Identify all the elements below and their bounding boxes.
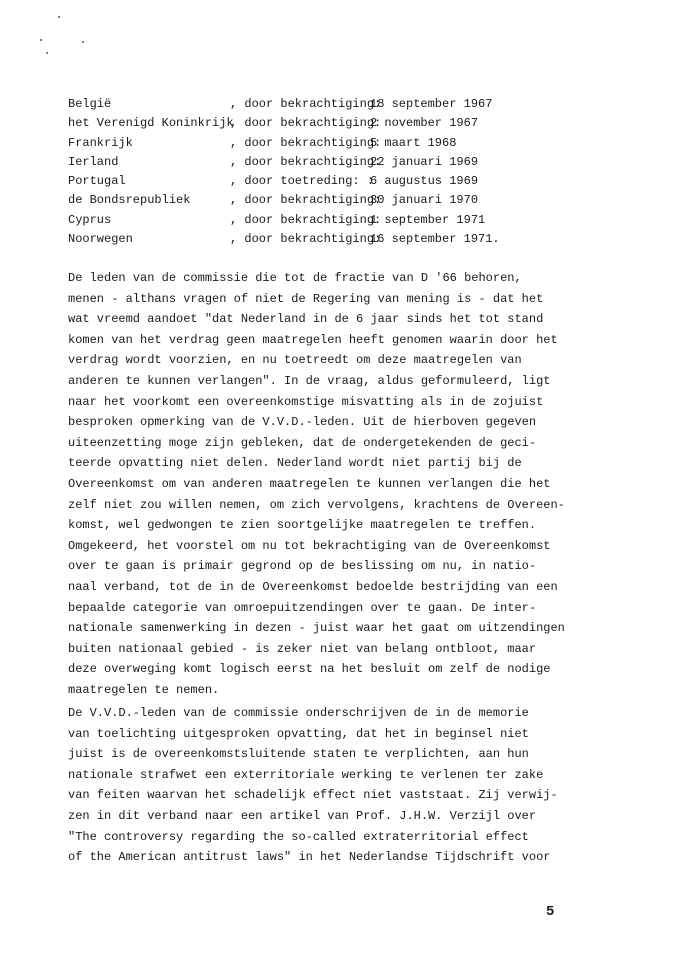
text-line: Omgekeerd, het voorstel om nu tot bekrachtiging van de Overeenkomst	[68, 538, 551, 553]
ratification-date: 6 augustus 1969	[370, 174, 479, 189]
text-line: van feiten waarvan het schadelijk effect niet vaststaat. Zij verwij-	[68, 788, 558, 803]
text-line: nationale samenwerking in dezen - juist waar het gaat om uitzendingen	[68, 621, 565, 636]
text-line: bepaalde categorie van omroepuitzendingen over te gaan. De inter-	[68, 600, 537, 615]
text-line: De leden van de commissie die tot de fractie van D '66 behoren,	[68, 271, 522, 285]
text-line: anderen te kunnen verlangen". In de vraag, aldus geformuleerd, ligt	[68, 373, 551, 388]
ratification-row	[68, 134, 500, 153]
ratification-row	[68, 211, 500, 230]
text-line: deze overweging komt logisch eerst na het besluit om zelf de nodige	[68, 662, 551, 677]
country-name: Ierland	[68, 154, 119, 169]
text-line: maatregelen te nemen.	[68, 682, 220, 697]
ratification-date: 30 januari 1970	[370, 193, 479, 208]
ratification-date: 22 januari 1969	[370, 154, 479, 169]
text-line: nationale strafwet een exterritoriale werking te verlenen ter zake	[68, 767, 544, 782]
scan-speck	[82, 41, 84, 43]
text-line: Overeenkomst om van anderen maatregelen te kunnen verlangen die het	[68, 476, 551, 491]
ratification-date: 2 november 1967	[370, 116, 479, 131]
scan-speck	[40, 39, 42, 41]
ratification-row	[68, 230, 500, 249]
country-name: Frankrijk	[68, 135, 133, 150]
text-line: naal verband, tot de in de Overeenkomst bedoelde bestrijding van een	[68, 579, 558, 594]
ratification-method: , door toetreding: :	[230, 174, 375, 189]
text-line: teerde opvatting niet delen. Nederland wordt niet partij bij de	[68, 456, 522, 471]
scan-speck	[46, 52, 48, 54]
text-line: buiten nationaal gebied - is zeker niet van belang ontbloot, maar	[68, 641, 537, 656]
text-line: komst, wel gedwongen te zien soortgelijke maatregelen te treffen.	[68, 518, 537, 533]
text-line: wat vreemd aandoet "dat Nederland in de 6 jaar sinds het tot stand	[68, 312, 544, 327]
ratification-row	[68, 172, 500, 191]
country-name: België	[68, 97, 112, 111]
ratification-row	[68, 191, 500, 210]
country-name: Cyprus	[68, 212, 112, 227]
ratification-method: , door bekrachtiging:	[230, 154, 382, 169]
country-name: Noorwegen	[68, 232, 133, 247]
country-name: Portugal	[68, 174, 126, 189]
page-number: 5	[546, 904, 555, 920]
paragraph-d66	[68, 268, 568, 700]
text-line: uiteenzetting moge zijn gebleken, dat de ondergetekenden de geci-	[68, 435, 537, 450]
ratification-row	[68, 95, 500, 114]
ratification-method: , door bekrachtiging:	[230, 193, 382, 208]
ratification-row	[68, 153, 500, 172]
ratification-list	[68, 95, 500, 249]
scan-speck	[58, 16, 60, 18]
country-name: de Bondsrepubliek	[68, 193, 191, 208]
text-line: zelf niet zou willen nemen, om zich vervolgens, krachtens de Overeen-	[68, 497, 565, 512]
ratification-method: , door bekrachtiging:	[230, 116, 382, 131]
ratification-row	[68, 114, 500, 133]
ratification-method: , door bekrachtiging:	[230, 135, 382, 150]
text-line: komen van het verdrag geen maatregelen heeft genomen waarin door het	[68, 332, 558, 347]
ratification-method: , door bekrachtiging:	[230, 97, 382, 111]
text-line: naar het voorkomt een overeenkomstige misvatting als in de zojuist	[68, 394, 544, 409]
text-line: verdrag wordt voorzien, en nu toetreedt om deze maatregelen van	[68, 353, 522, 368]
ratification-date: 1 september 1971	[370, 212, 486, 227]
text-line: of the American antitrust laws" in het Nederlandse Tijdschrift voor	[68, 850, 551, 865]
ratification-method: , door bekrachtiging:	[230, 212, 382, 227]
text-line: besproken opmerking van de V.V.D.-leden. Uit de hierboven gegeven	[68, 415, 537, 430]
text-line: juist is de overeenkomstsluitende staten te verplichten, aan hun	[68, 747, 529, 762]
text-line: "The controversy regarding the so-called extraterritorial effect	[68, 829, 529, 844]
text-line: van toelichting uitgesproken opvatting, dat het in beginsel niet	[68, 726, 529, 741]
text-line: over te gaan is primair gegrond op de beslissing om nu, in natio-	[68, 559, 537, 574]
country-name: het Verenigd Koninkrijk	[68, 116, 234, 131]
text-line: zen in dit verband naar een artikel van Prof. J.H.W. Verzijl over	[68, 808, 537, 823]
text-line: De V.V.D.-leden van de commissie onderschrijven de in de memorie	[68, 706, 529, 720]
text-line: menen - althans vragen of niet de Regering van mening is - dat het	[68, 291, 544, 306]
ratification-date: 5 maart 1968	[370, 135, 457, 150]
ratification-date: 16 september 1971.	[370, 232, 500, 247]
ratification-date: 18 september 1967	[370, 97, 493, 111]
paragraph-vvd	[68, 703, 568, 868]
ratification-method: , door bekrachtiging:	[230, 232, 382, 247]
